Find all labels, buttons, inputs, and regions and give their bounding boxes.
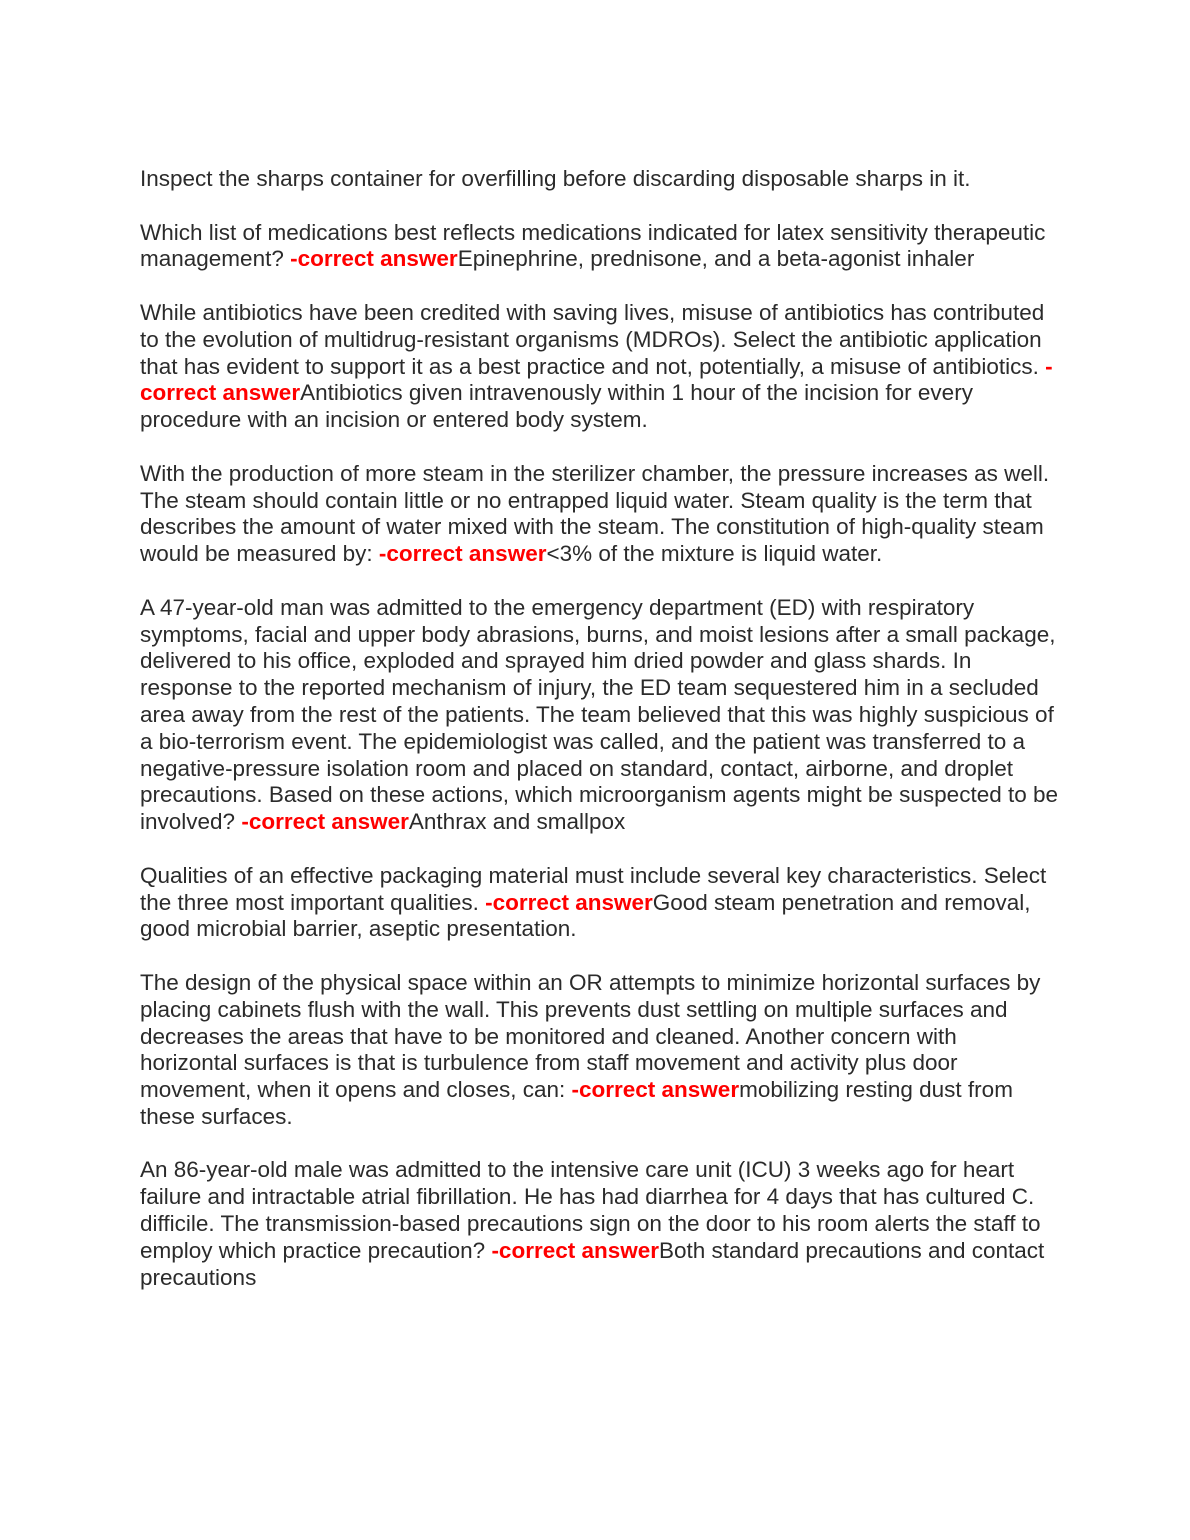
question-text: The design of the physical space within an OR attempts to minimize horizontal surfaces by placing cabinets flush with the wall. This prevents dust settling on multiple surfaces and decreases the areas that have to be monitored and cleaned. Another concern with horizontal surfaces is that is turbulence from staff movement and activity plus door movement, when it opens and closes, can: [140,969,1041,1103]
correct-answer-tag: -correct answer [485,889,653,915]
question-text: A 47-year-old man was admitted to the emergency department (ED) with respiratory symptoms, facial and upper body abrasions, burns, and moist lesions after a small package, delivered to his office, exploded and sprayed him dried powder and glass shards. In response to the reported mechanism of injury, the ED team sequestered him in a secluded area away from the rest of the patients. The team believed that this was highly suspicious of a bio-terrorism event. The epidemiologist was called, and the patient was transferred to a negative-pressure isolation room and placed on standard, contact, airborne, and droplet precautions. Based on these actions, which microorganism agents might be suspected to be involved? [140,594,1059,835]
correct-answer-tag: -correct answer [140,353,1053,406]
question-text: Which list of medications best reflects medications indicated for latex sensitivity therapeutic management? [140,219,1046,272]
answer-text: Epinephrine, prednisone, and a beta-agonist inhaler [457,246,975,272]
qa-item [140,970,1060,1131]
answer-text: <3% of the mixture is liquid water. [546,541,883,567]
qa-item [140,1157,1060,1291]
qa-item [140,863,1060,943]
document-page [140,166,1060,1318]
question-text: While antibiotics have been credited with saving lives, misuse of antibiotics has contributed to the evolution of multidrug-resistant organisms (MDROs). Select the antibiotic application that has evident to support it as a best practice and not, potentially, a misuse of antibiotics. [140,299,1046,379]
qa-item [140,220,1060,274]
correct-answer-tag: -correct answer [571,1077,740,1103]
qa-item [140,461,1060,568]
correct-answer-tag: -correct answer [241,809,409,835]
question-text: With the production of more steam in the sterilizer chamber, the pressure increases as well. The steam should contain little or no entrapped liquid water. Steam quality is the term that describes the amount of water mixed with the steam. The constitution of high-quality steam would be measured by: [140,460,1050,567]
correct-answer-tag: -correct answer [290,246,458,272]
correct-answer-tag: -correct answer [491,1237,660,1263]
intro-paragraph [140,166,1060,193]
correct-answer-tag: -correct answer [378,541,547,567]
answer-text: mobilizing resting dust from these surfaces. [140,1077,1013,1129]
qa-item [140,595,1060,836]
answer-text: Antibiotics given intravenously within 1 hour of the incision for every procedure with an incision or entered body system. [140,380,973,433]
qa-item [140,300,1060,434]
question-text: Qualities of an effective packaging material must include several key characteristics. Select the three most important qualities. [140,862,1047,915]
paragraph-text: Inspect the sharps container for overfilling before discarding disposable sharps in it. [140,166,971,191]
question-text: An 86-year-old male was admitted to the intensive care unit (ICU) 3 weeks ago for heart failure and intractable atrial fibrillation. He has had diarrhea for 4 days that has cultured C. difficile. The transmission-based precautions sign on the door to his room alerts the staff to employ which practice precaution? [140,1157,1041,1263]
answer-text: Good steam penetration and removal, good microbial barrier, aseptic presentation. [140,889,1031,942]
answer-text: Anthrax and smallpox [408,809,626,835]
answer-text: Both standard precautions and contact precautions [140,1237,1045,1290]
